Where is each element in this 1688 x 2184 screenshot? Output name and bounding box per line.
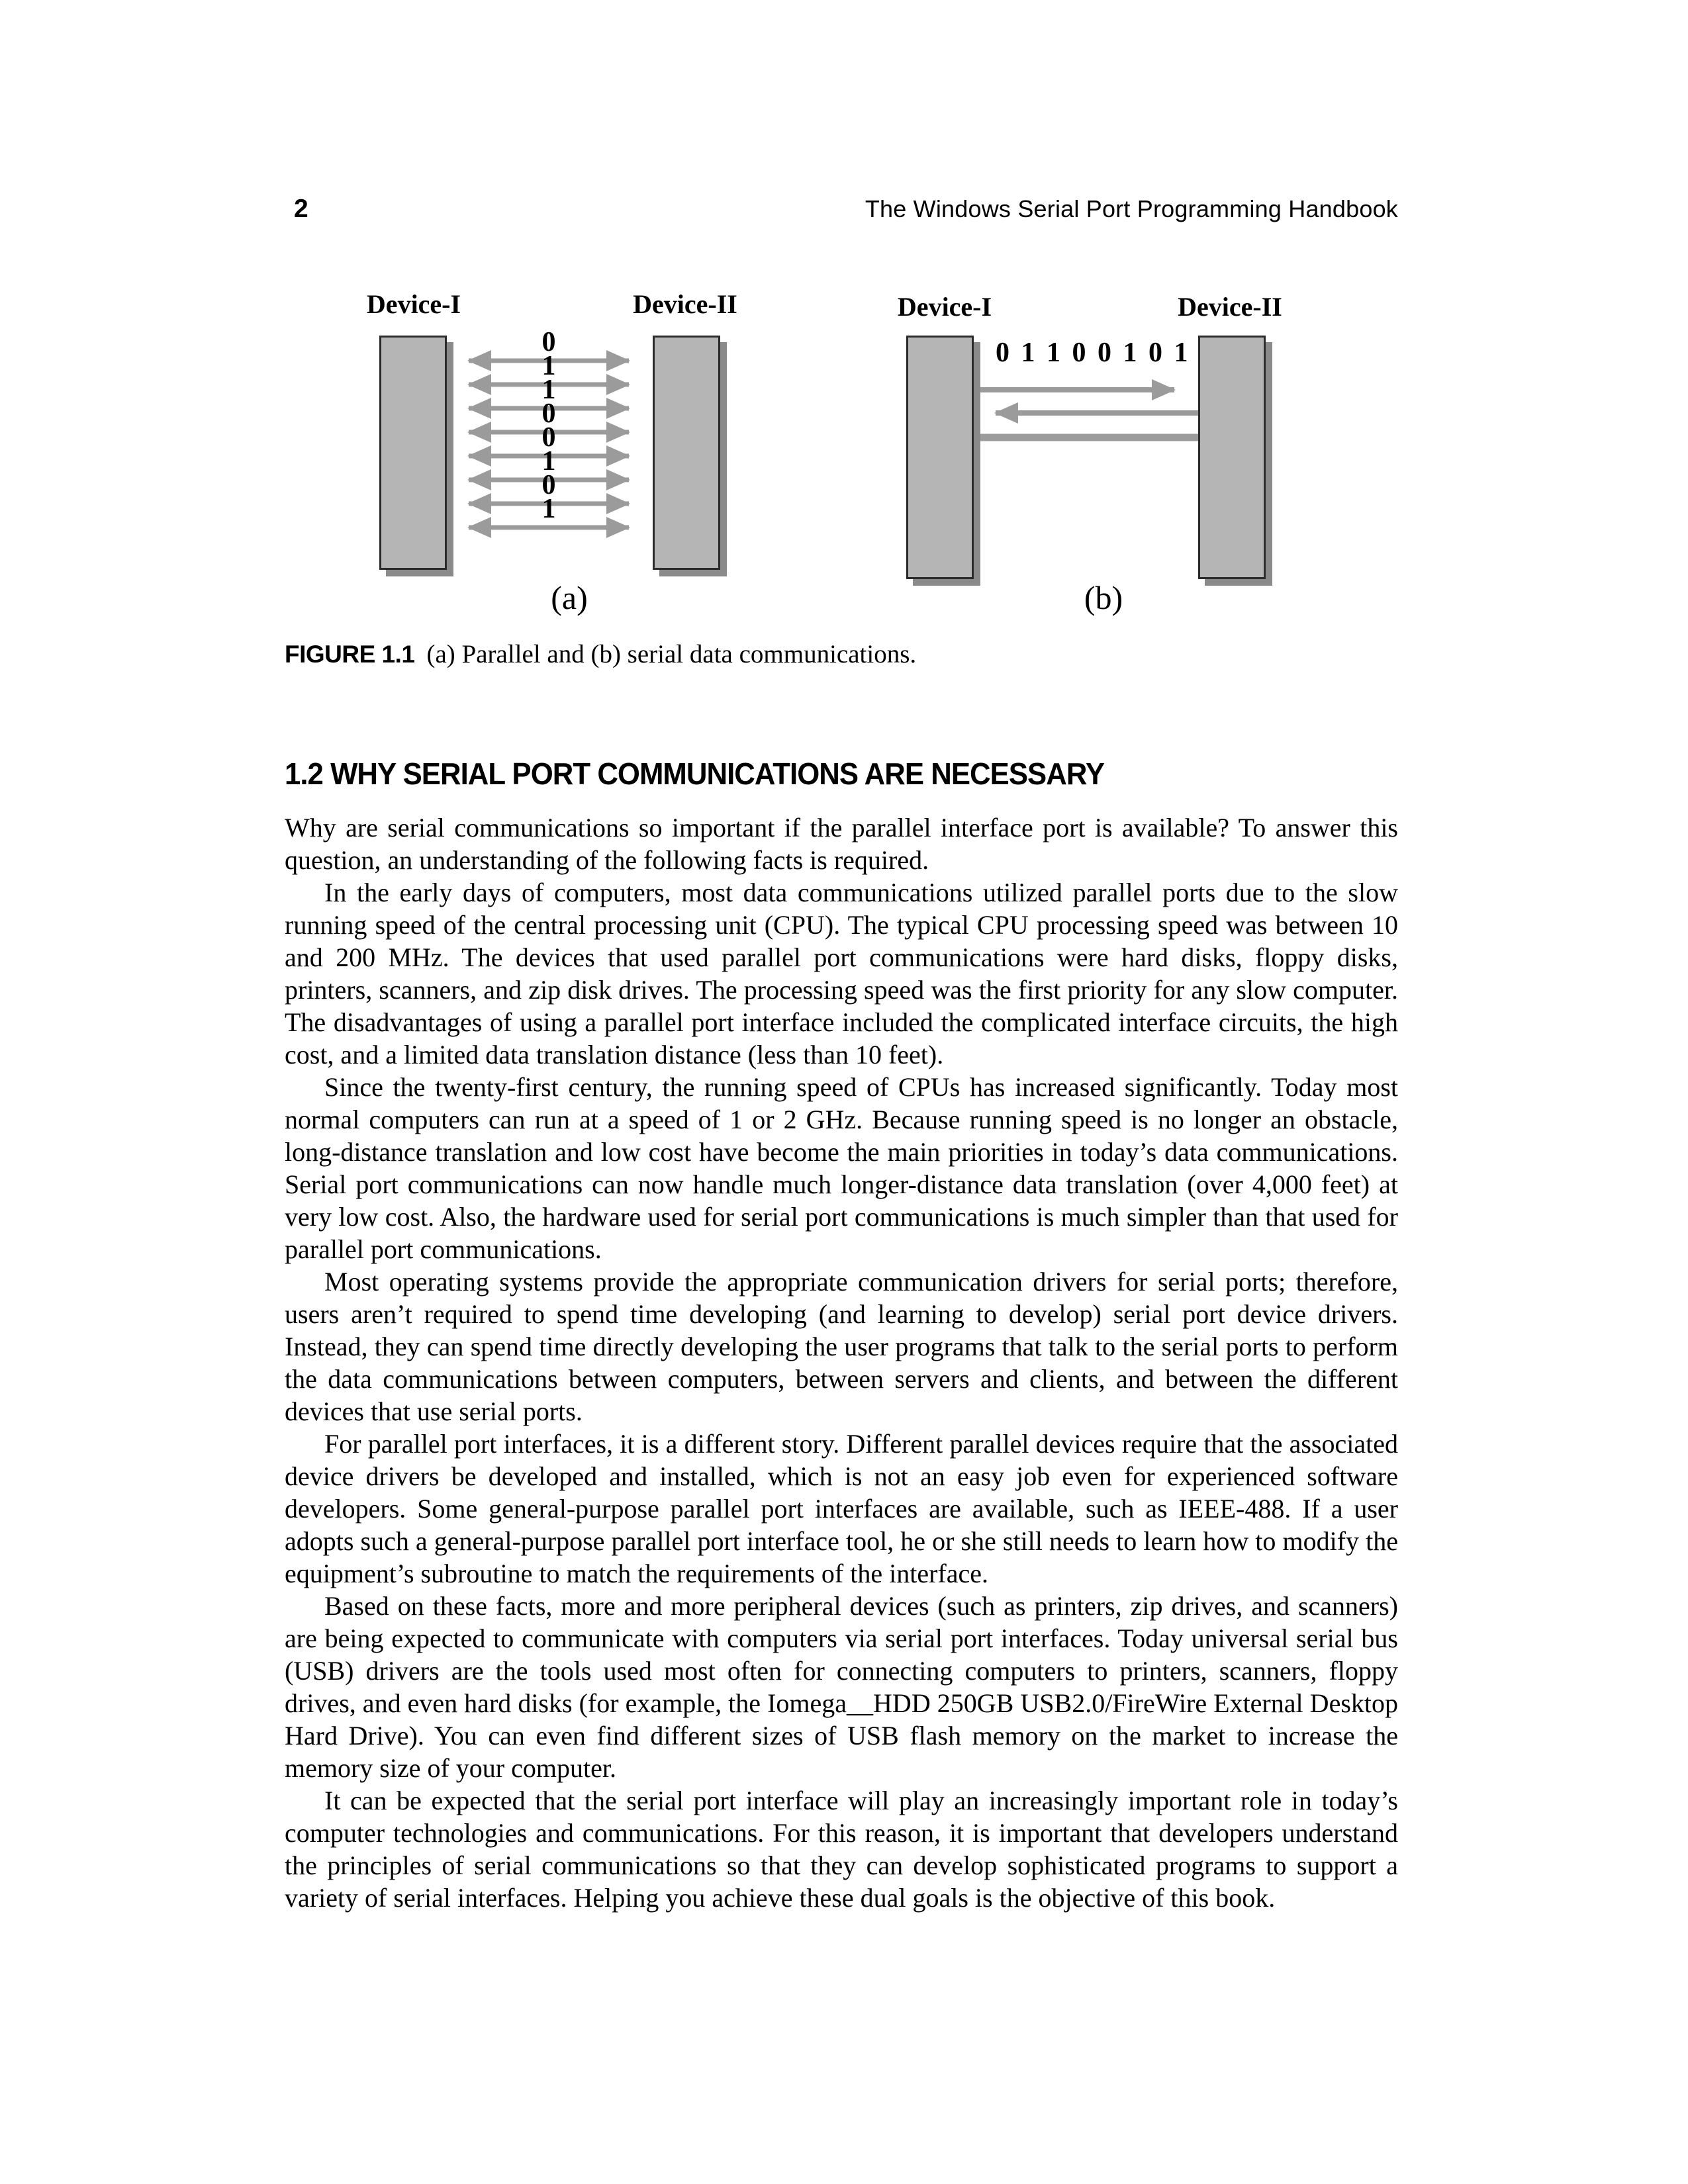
panel-a-sublabel: (a)	[551, 579, 588, 616]
bit-label: 1	[541, 446, 556, 477]
figure-caption-label: FIGURE 1.1	[285, 641, 415, 668]
bit-label: 1	[541, 351, 556, 381]
running-head: The Windows Serial Port Programming Handbook	[865, 195, 1398, 222]
page-number: 2	[294, 195, 308, 223]
serial-bit-string: 0 1 1 0 0 1 0 1	[996, 338, 1188, 368]
bit-label: 0	[541, 327, 556, 357]
paragraph: Based on these facts, more and more peripheral devices (such as printers, zip drives, and scanners) are being expected to communicate with computers via serial port interfaces. Today universal serial bus (USB) drivers are the tools used most often for connecting computers to printers, scanners, floppy drives, and even hard disks (for example, the Iomega__HDD 250GB USB2.0/FireWire External Desktop Hard Drive). You can even find different sizes of USB flash memory on the market to increase the memory size of your computer.	[285, 1591, 1398, 1783]
paragraph: It can be expected that the serial port interface will play an increasingly important role in today’s computer technologies and communications. For this reason, it is important that developers understand the principles of serial communications so that they can develop sophisticated programs to support a variety of serial interfaces. Helping you achieve these dual goals is the objective of this book.	[285, 1786, 1398, 1913]
panel-a-device1-rect	[379, 336, 447, 570]
paragraph: In the early days of computers, most data communications utilized parallel ports due to the slow running speed of the central processing unit (CPU). The typical CPU processing speed was between 10 and 200 MHz. The devices that used parallel port communications were hard disks, floppy disks, printers, scanners, and zip disk drives. The processing speed was the first priority for any slow computer. The disadvantages of using a parallel port interface included the complicated interface circuits, the high cost, and a limited data translation distance (less than 10 feet).	[285, 878, 1398, 1069]
figure-1-1	[0, 0, 1688, 728]
figure-arrows-icon	[331, 278, 1271, 589]
panel-a-device2-label: Device-II	[633, 289, 737, 319]
panel-b-device1-rect	[906, 336, 974, 579]
figure-caption-text: (a) Parallel and (b) serial data communications.	[426, 640, 917, 668]
paragraph: Why are serial communications so important if the parallel interface port is available? To answer this question, an understanding of the following facts is required.	[285, 813, 1398, 875]
section-heading: 1.2 WHY SERIAL PORT COMMUNICATIONS ARE NECESSARY	[285, 756, 1105, 791]
paragraph: For parallel port interfaces, it is a different story. Different parallel devices require that the associated device drivers be developed and installed, which is not an easy job even for experienced software developers. Some general-purpose parallel port interfaces are available, such as IEEE-488. If a user adopts such a general-purpose parallel port interface tool, he or she still needs to learn how to modify the equipment’s subroutine to match the requirements of the interface.	[285, 1429, 1398, 1588]
panel-b-sublabel: (b)	[1084, 579, 1123, 616]
bit-label: 0	[541, 422, 556, 453]
bit-label: 1	[541, 494, 556, 524]
panel-a-device1-label: Device-I	[366, 289, 461, 319]
panel-a-device2-rect	[653, 336, 720, 570]
bit-label: 1	[541, 375, 556, 405]
bit-label: 0	[541, 398, 556, 429]
body-text	[285, 811, 1398, 1914]
serial-link-arrows-icon	[972, 390, 1198, 437]
bit-label: 0	[541, 470, 556, 500]
figure-caption	[285, 639, 1398, 669]
paragraph: Since the twenty-first century, the running speed of CPUs has increased significantly. Today most normal computers can run at a speed of 1 or 2 GHz. Because running speed is no longer an obstacle, long-distance translation and low cost have become the main priorities in today’s data communications. Serial port communications can now handle much longer-distance data translation (over 4,000 feet) at very low cost. Also, the hardware used for serial port communications is much simpler than that used for parallel port communications.	[285, 1072, 1398, 1264]
panel-b-device2-label: Device-II	[1178, 292, 1282, 322]
panel-b-device1-label: Device-I	[897, 292, 992, 322]
paragraph: Most operating systems provide the appropriate communication drivers for serial ports; therefore, users aren’t required to spend time developing (and learning to develop) serial port device drivers. Instead, they can spend time directly developing the user programs that talk to the serial ports to perform the data communications between computers, between servers and clients, and between the different devices that use serial ports.	[285, 1267, 1398, 1426]
panel-b-device2-rect	[1198, 336, 1266, 579]
